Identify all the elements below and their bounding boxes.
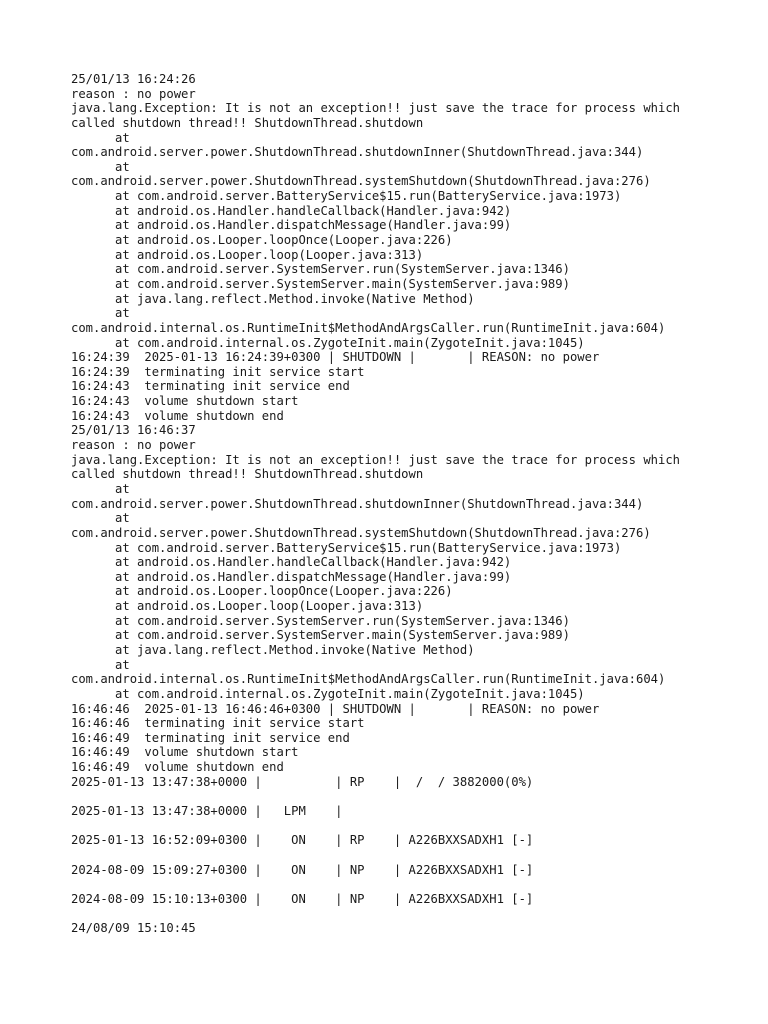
log-line: 2025-01-13 16:52:09+0300 | ON | RP | A226BXXSADXH1 [-] <box>71 833 534 848</box>
log-line: called shutdown thread!! ShutdownThread.shutdown <box>71 115 424 130</box>
log-line: at <box>71 159 130 174</box>
log-line: 16:46:46 terminating init service start <box>71 716 365 731</box>
log-line <box>71 877 680 892</box>
log-line: 16:46:46 2025-01-13 16:46:46+0300 | SHUTDOWN | | REASON: no power <box>71 701 600 716</box>
log-line: at com.android.server.BatteryService$15.run(BatteryService.java:1973) <box>71 540 622 555</box>
log-line: at com.android.server.SystemServer.main(SystemServer.java:989) <box>71 276 570 291</box>
log-line: com.android.server.power.ShutdownThread.shutdownInner(ShutdownThread.java:344) <box>71 145 644 160</box>
log-line: at com.android.server.SystemServer.run(SystemServer.java:1346) <box>71 613 570 628</box>
log-line: 16:24:43 volume shutdown start <box>71 394 299 409</box>
log-line: com.android.server.power.ShutdownThread.systemShutdown(ShutdownThread.java:276) <box>71 525 651 540</box>
log-line <box>71 907 680 922</box>
log-line <box>71 848 680 863</box>
log-line: at java.lang.reflect.Method.invoke(Native Method) <box>71 291 475 306</box>
log-line: 16:46:49 volume shutdown end <box>71 760 284 775</box>
log-line: 25/01/13 16:46:37 <box>71 423 196 438</box>
log-line: 24/08/09 15:10:45 <box>71 921 196 936</box>
log-line: 16:24:43 terminating init service end <box>71 379 350 394</box>
log-line: reason : no power <box>71 438 196 453</box>
log-line: 25/01/13 16:24:26 <box>71 72 196 86</box>
log-line: at android.os.Handler.handleCallback(Handler.java:942) <box>71 555 512 570</box>
log-line: reason : no power <box>71 86 196 101</box>
log-line: at <box>71 306 130 321</box>
log-line: at android.os.Handler.handleCallback(Handler.java:942) <box>71 203 512 218</box>
log-line: at android.os.Handler.dispatchMessage(Handler.java:99) <box>71 218 512 233</box>
log-line: 16:46:49 volume shutdown start <box>71 745 299 760</box>
log-line: called shutdown thread!! ShutdownThread.shutdown <box>71 467 424 482</box>
log-line: at <box>71 511 130 526</box>
log-line: com.android.server.power.ShutdownThread.shutdownInner(ShutdownThread.java:344) <box>71 496 644 511</box>
log-line: 2024-08-09 15:10:13+0300 | ON | NP | A226BXXSADXH1 [-] <box>71 891 534 906</box>
log-line: 16:24:43 volume shutdown end <box>71 408 284 423</box>
log-line: java.lang.Exception: It is not an exception!! just save the trace for process which <box>71 452 681 467</box>
log-line: at com.android.server.SystemServer.main(SystemServer.java:989) <box>71 628 570 643</box>
log-line: 2025-01-13 13:47:38+0000 | | RP | / / 3882000(0%) <box>71 774 534 789</box>
log-line: com.android.internal.os.RuntimeInit$MethodAndArgsCaller.run(RuntimeInit.java:604) <box>71 672 666 687</box>
log-line: at <box>71 481 130 496</box>
log-line: at com.android.server.SystemServer.run(SystemServer.java:1346) <box>71 262 570 277</box>
log-line: 2024-08-09 15:09:27+0300 | ON | NP | A226BXXSADXH1 [-] <box>71 862 534 877</box>
log-line <box>71 819 680 834</box>
log-line: com.android.server.power.ShutdownThread.systemShutdown(ShutdownThread.java:276) <box>71 174 651 189</box>
log-line: at android.os.Handler.dispatchMessage(Handler.java:99) <box>71 569 512 584</box>
log-line: at com.android.server.BatteryService$15.run(BatteryService.java:1973) <box>71 189 622 204</box>
log-line: at com.android.internal.os.ZygoteInit.main(ZygoteInit.java:1045) <box>71 335 585 350</box>
log-line: at com.android.internal.os.ZygoteInit.main(ZygoteInit.java:1045) <box>71 686 585 701</box>
log-line: at <box>71 657 130 672</box>
log-line: 2025-01-13 13:47:38+0000 | LPM | <box>71 804 343 819</box>
log-line: java.lang.Exception: It is not an exception!! just save the trace for process which <box>71 101 681 116</box>
log-line: at android.os.Looper.loop(Looper.java:313) <box>71 247 424 262</box>
log-line: 16:24:39 terminating init service start <box>71 364 365 379</box>
log-line: at java.lang.reflect.Method.invoke(Native Method) <box>71 642 475 657</box>
log-line: 16:46:49 terminating init service end <box>71 730 350 745</box>
log-line: at <box>71 130 130 145</box>
log-text <box>71 72 680 936</box>
log-line: com.android.internal.os.RuntimeInit$MethodAndArgsCaller.run(RuntimeInit.java:604) <box>71 320 666 335</box>
log-line: at android.os.Looper.loopOnce(Looper.java:226) <box>71 233 453 248</box>
log-line: 16:24:39 2025-01-13 16:24:39+0300 | SHUTDOWN | | REASON: no power <box>71 350 600 365</box>
log-line <box>71 789 680 804</box>
log-line: at android.os.Looper.loop(Looper.java:313) <box>71 599 424 614</box>
log-line: at android.os.Looper.loopOnce(Looper.java:226) <box>71 584 453 599</box>
